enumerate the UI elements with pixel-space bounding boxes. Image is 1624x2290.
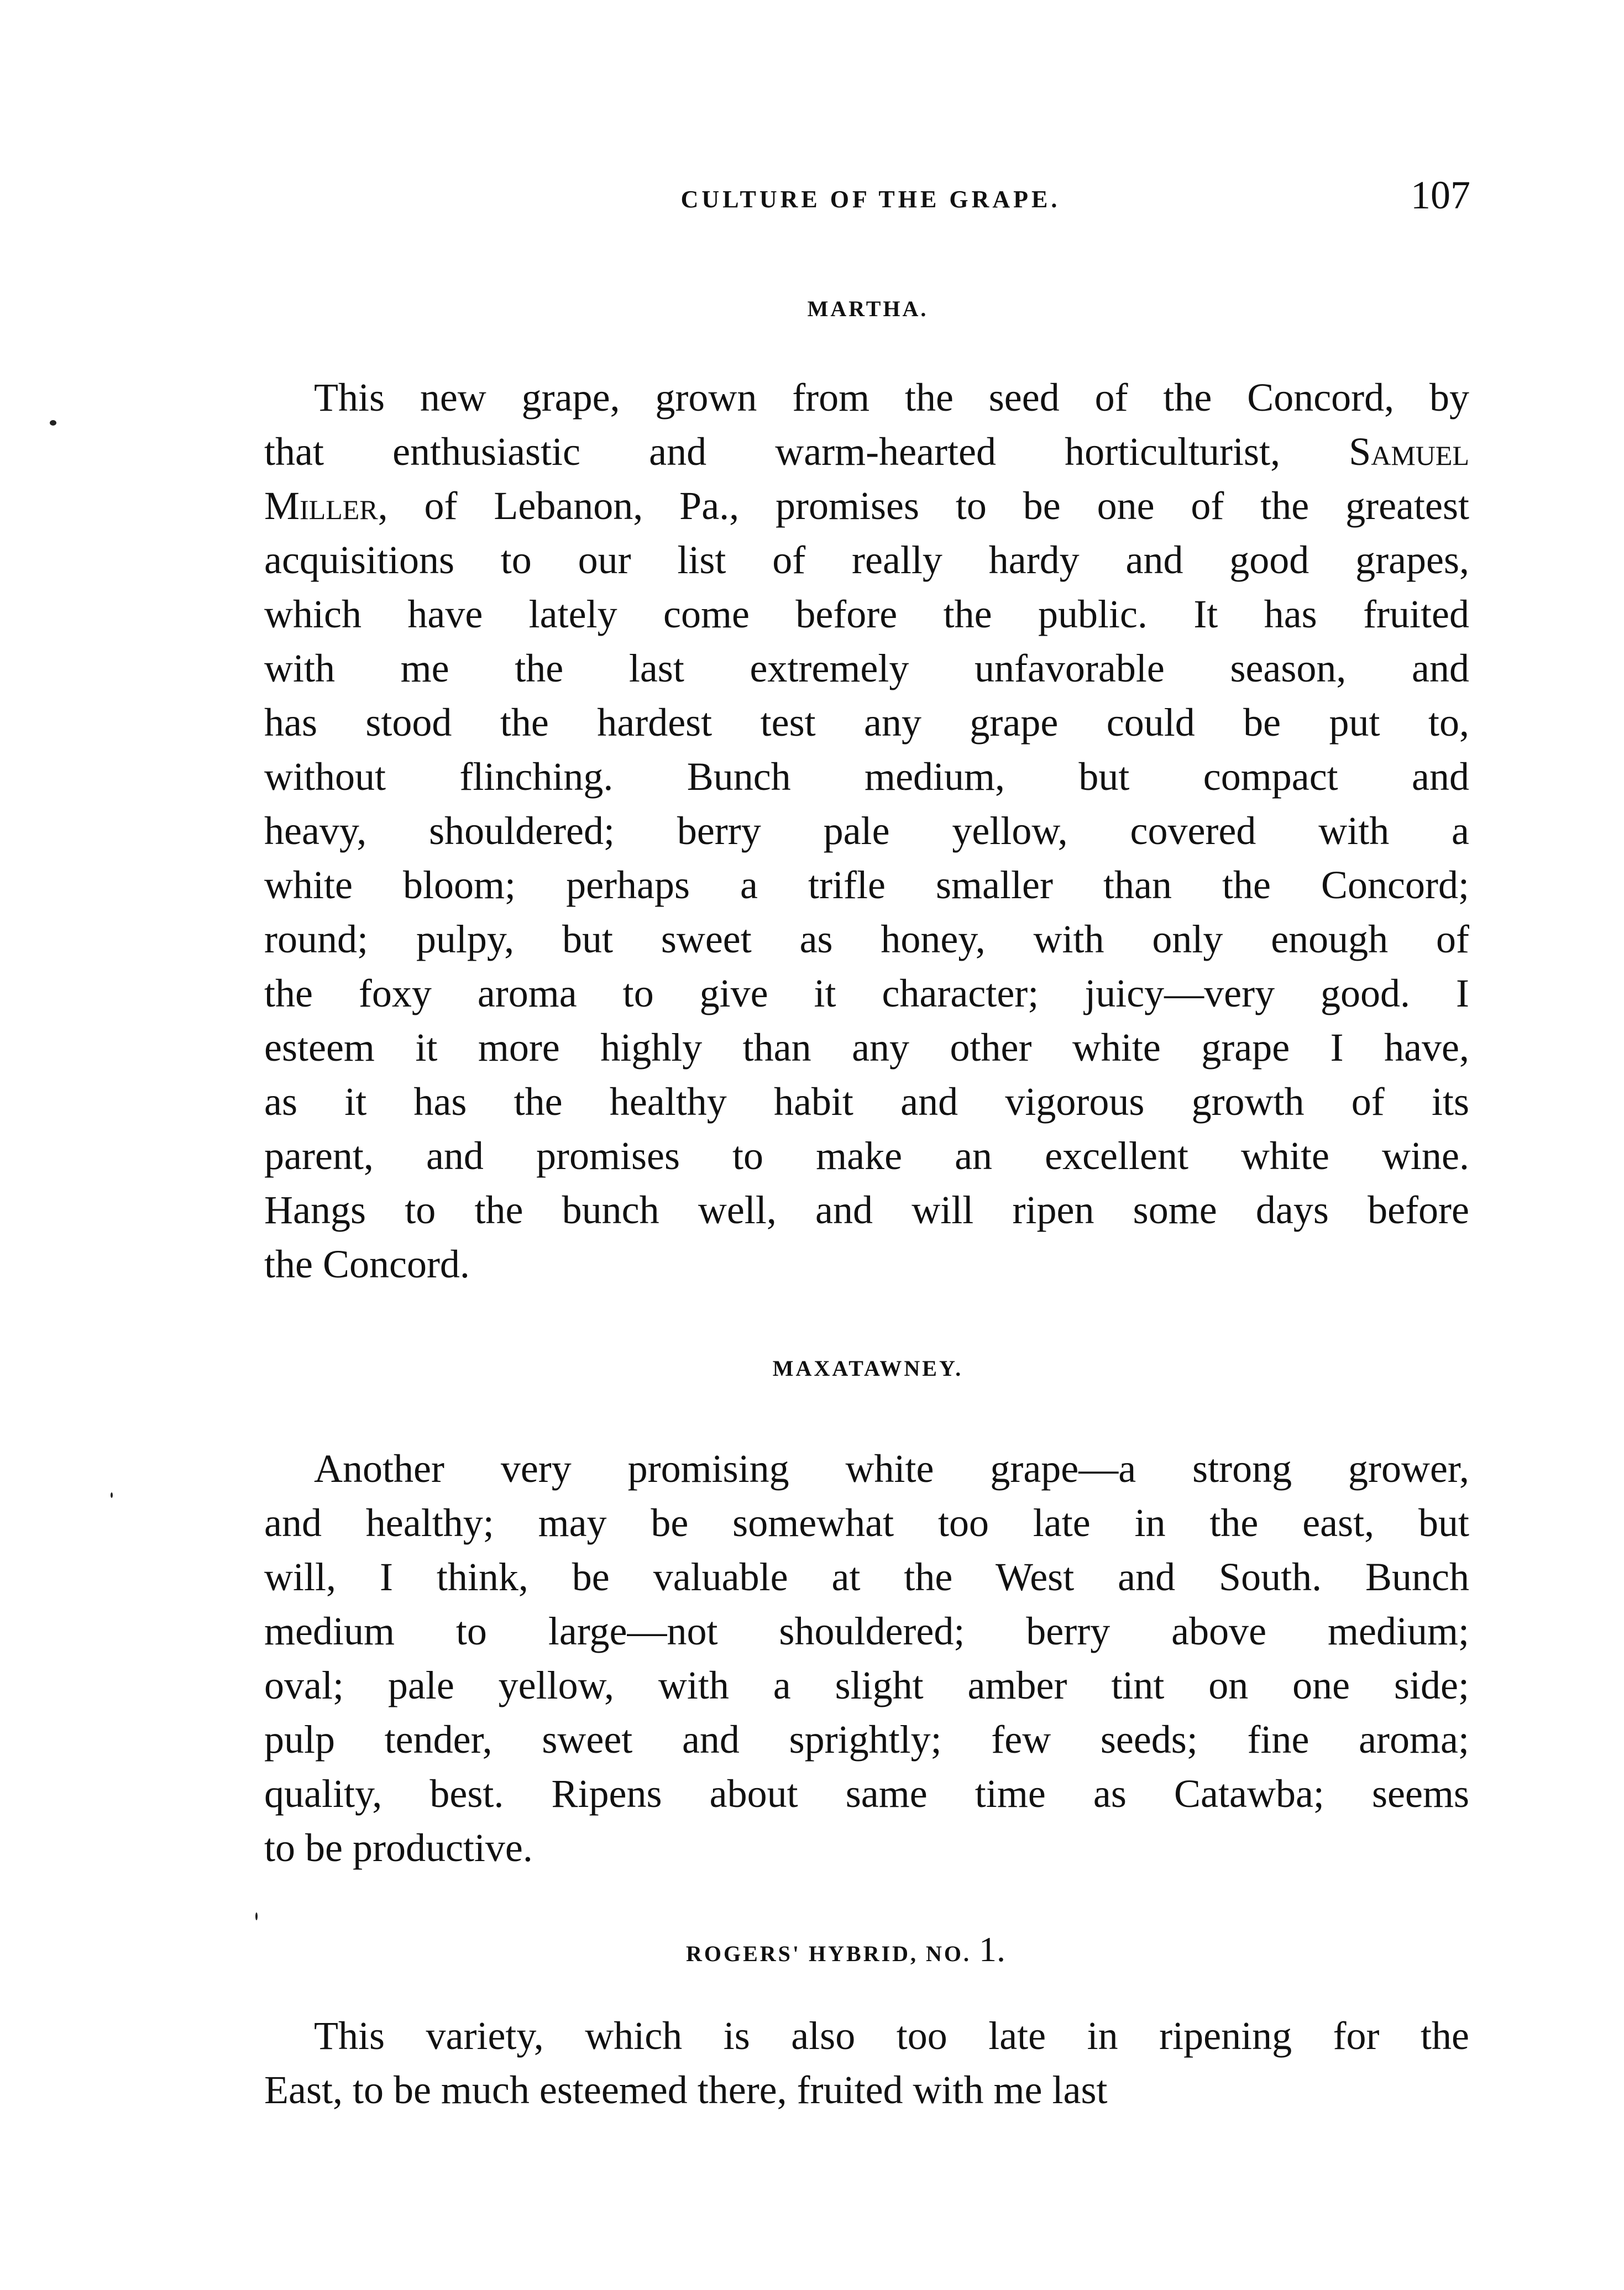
text-line: acquisitions to our list of really hardy and good grapes, — [264, 538, 1469, 582]
text-line: Hangs to the bunch well, and will ripen some days before — [264, 1188, 1469, 1232]
running-head: CULTURE OF THE GRAPE. — [680, 186, 1061, 213]
text-line: will, I think, be valuable at the West and South. Bunch — [264, 1555, 1469, 1599]
text-line: the foxy aroma to give it character; juicy—very good. I — [264, 971, 1469, 1015]
text-line: to be productive. — [264, 1826, 533, 1870]
text-line: round; pulpy, but sweet as honey, with only enough of — [264, 917, 1469, 961]
text-line: without flinching. Bunch medium, but compact and — [264, 754, 1469, 799]
text-line: parent, and promises to make an excellent white wine. — [264, 1134, 1469, 1178]
text-segment: that enthusiastic and warm-hearted horticulturist, — [264, 429, 1349, 474]
text-line: East, to be much esteemed there, fruited with me last — [264, 2068, 1108, 2112]
section-heading-maxatawney: MAXATAWNEY. — [772, 1356, 963, 1381]
page-number: 107 — [1411, 173, 1470, 217]
text-line: This variety, which is also too late in ripening for the — [314, 2014, 1469, 2058]
text-line: Another very promising white grape—a strong grower, — [314, 1447, 1469, 1491]
text-line: and healthy; may be somewhat too late in the east, but — [264, 1501, 1469, 1545]
text-line: medium to large—not shouldered; berry above medium; — [264, 1609, 1469, 1653]
section-heading-rogers-hybrid — [0, 1929, 1624, 1970]
paragraph-rogers-hybrid — [264, 2009, 1469, 2117]
text-line: with me the last extremely unfavorable season, and — [264, 646, 1469, 690]
text-line: quality, best. Ripens about same time as Catawba; seems — [264, 1772, 1469, 1816]
heading-text: ROGERS' HYBRID, NO. — [685, 1941, 972, 1966]
paragraph-martha — [264, 370, 1469, 1291]
text-line: oval; pale yellow, with a slight amber tint on one side; — [264, 1663, 1469, 1707]
text-line: white bloom; perhaps a trifle smaller than the Concord; — [264, 863, 1469, 907]
text-line: esteem it more highly than any other white grape I have, — [264, 1025, 1469, 1070]
text-segment: , of Lebanon, Pa., promises to be one of the greatest — [378, 484, 1469, 528]
text-line: pulp tender, sweet and sprightly; few seeds; fine aroma; — [264, 1717, 1469, 1762]
section-heading-martha: MARTHA. — [807, 296, 929, 321]
small-caps-name: Samuel — [1349, 429, 1469, 474]
paragraph-maxatawney — [264, 1442, 1469, 1875]
text-line: as it has the healthy habit and vigorous growth of its — [264, 1080, 1469, 1124]
text-line: which have lately come before the public. It has fruited — [264, 592, 1469, 636]
text-line: has stood the hardest test any grape could be put to, — [264, 700, 1469, 745]
small-caps-name: Miller — [264, 484, 378, 528]
text-line: the Concord. — [264, 1242, 470, 1286]
text-line — [264, 425, 1469, 479]
heading-number: 1. — [979, 1930, 1006, 1969]
text-line — [264, 479, 1469, 533]
ink-speck — [111, 1492, 113, 1498]
ink-speck — [50, 420, 56, 426]
text-line: This new grape, grown from the seed of the Concord, by — [314, 375, 1469, 420]
text-line: heavy, shouldered; berry pale yellow, covered with a — [264, 809, 1469, 853]
ink-speck — [255, 1912, 258, 1920]
